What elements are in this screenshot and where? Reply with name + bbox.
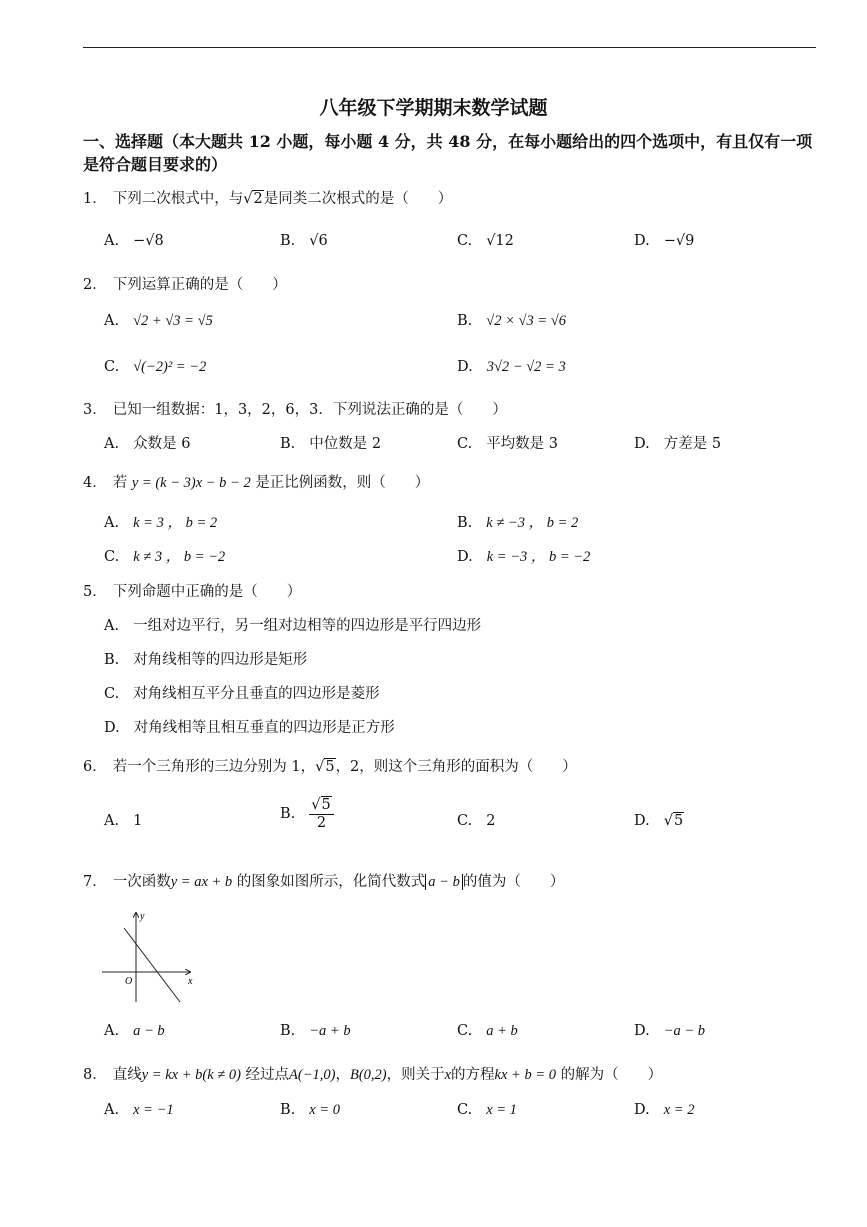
q5-option-d: D. 对角线相等且相互垂直的四边形是正方形 [104, 720, 395, 736]
question-7: 7． 一次函数y = ax + b 的图象如图所示，化简代数式 a − b 的值为（ ） [83, 874, 565, 890]
sqrt-2: √2 [243, 191, 263, 207]
origin-label: O [125, 976, 133, 987]
question-number: 1． [83, 191, 107, 207]
section-heading: 一、选择题（本大题共 12 小题，每小题 4 分，共 48 分，在每小题给出的四个选项中，有且仅有一项是符合题目要求的） [83, 132, 813, 174]
q3-option-c: C. 平均数是 3 [457, 436, 559, 452]
q4-option-c: C. k ≠ 3 ， b = −2 [104, 549, 226, 565]
q8-option-a: A. x = −1 [104, 1102, 174, 1118]
question-8: 8． 直线y = kx + b(k ≠ 0) 经过点A(−1,0)，B(0,2)，则关于x的方程kx + b = 0 的解为（ ） [83, 1067, 663, 1083]
page-title: 八年级下学期期末数学试题 [319, 97, 548, 119]
q4-option-d: D. k = −3 ， b = −2 [457, 549, 591, 565]
q6-option-a: A. 1 [104, 813, 143, 829]
header-rule [83, 47, 816, 48]
question-6: 6． 若一个三角形的三边分别为 1，√5，2，则这个三角形的面积为（ ） [83, 759, 577, 775]
q3-option-a: A. 众数是 6 [104, 436, 191, 452]
question-5: 5． 下列命题中正确的是（ ） [83, 584, 302, 600]
question-text: 已知一组数据：1，3，2，6，3．下列说法正确的是（ ） [112, 402, 507, 418]
q1-option-a: A. −√8 [104, 233, 164, 249]
fraction: $\frac{√5}{2}$ [309, 797, 333, 831]
question-4: 4． 若 y = (k − 3)x − b − 2 是正比例函数，则（ ） [83, 475, 430, 491]
function-line [124, 928, 180, 1002]
q8-option-d: D. x = 2 [634, 1102, 695, 1118]
q4-option-a: A. k = 3 ， b = 2 [104, 515, 218, 531]
q1-option-c: C. √12 [457, 233, 514, 249]
q2-option-c: C. √(−2)² = −2 [104, 359, 207, 375]
sqrt-5: √5 [315, 759, 335, 775]
q8-option-c: C. x = 1 [457, 1102, 517, 1118]
q1-option-b: B. √6 [280, 233, 328, 249]
q7-option-b: B. −a + b [280, 1023, 351, 1039]
q2-option-a: A. √2 + √3 = √5 [104, 313, 213, 329]
question-text: 下列二次根式中，与 [112, 191, 244, 207]
q6-option-c: C. 2 [457, 813, 496, 829]
function-expression: y = ax + b [170, 874, 233, 890]
q3-option-b: B. 中位数是 2 [280, 436, 382, 452]
function-expression: y = (k − 3)x − b − 2 [131, 475, 251, 491]
q2-option-b: B. √2 × √3 = √6 [457, 313, 566, 329]
question-1 [83, 187, 452, 208]
q4-option-b: B. k ≠ −3 ， b = 2 [457, 515, 579, 531]
question-3: 3． 已知一组数据：1，3，2，6，3．下列说法正确的是（ ） [83, 402, 507, 418]
question-text-end: 是同类二次根式的是（ ） [263, 191, 453, 207]
q7-option-d: D. −a − b [634, 1023, 706, 1039]
q1-option-d: D. −√9 [634, 233, 695, 249]
question-text: 下列命题中正确的是（ ） [112, 584, 302, 600]
q7-option-a: A. a − b [104, 1023, 165, 1039]
q5-option-c: C. 对角线相互平分且垂直的四边形是菱形 [104, 686, 380, 702]
y-axis-label: y [140, 911, 145, 922]
q7-option-c: C. a + b [457, 1023, 518, 1039]
q5-option-b: B. 对角线相等的四边形是矩形 [104, 652, 308, 668]
q6-option-b: B. $\frac{√5}{2}$ [280, 797, 334, 831]
q6-option-d: D. √5 [634, 813, 684, 829]
q3-option-d: D. 方差是 5 [634, 436, 722, 452]
absolute-value: a − b [425, 874, 463, 890]
x-axis-label: x [188, 976, 193, 987]
question-text: 下列运算正确的是（ ） [112, 277, 287, 293]
q5-option-a: A. 一组对边平行，另一组对边相等的四边形是平行四边形 [104, 618, 482, 634]
linear-function-graph [100, 910, 200, 1005]
question-2: 2． 下列运算正确的是（ ） [83, 277, 287, 293]
q8-option-b: B. x = 0 [280, 1102, 340, 1118]
q2-option-d: D. 3√2 − √2 = 3 [457, 359, 566, 375]
